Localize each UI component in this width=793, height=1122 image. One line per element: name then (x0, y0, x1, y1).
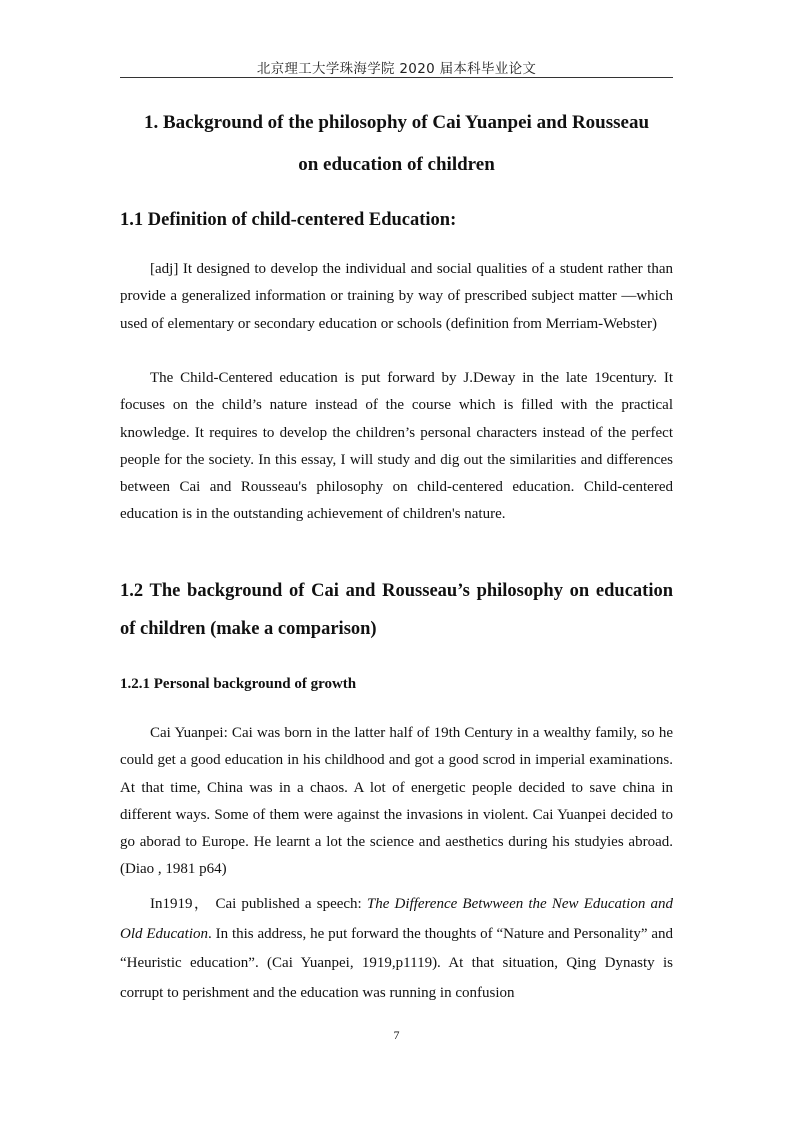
section-1-2-1-paragraph-1: Cai Yuanpei: Cai was born in the latter half of 19th Century in a wealthy family, so he could get a good education in his childhood and got a good scrod in imperial examinations. At that time, China was in a chaos. A lot of energetic people decided to save china in different ways. Some of them were against the invasions in violent. Cai Yuanpei decided to go aborad to Europe. He learnt a lot the science and aesthetics during his studyies abroad. (Diao , 1981 p64) (120, 725, 673, 878)
paragraph-2-prefix: In1919， Cai published a speech: (150, 896, 367, 912)
section-1-1-paragraph-1: [adj] It designed to develop the individual and social qualities of a student rather than provide a generalized information or training by way of prescribed subject matter —which used of elementary or secondary education or schools (definition from Merriam-Webster) (120, 261, 673, 332)
header-rule (120, 77, 673, 78)
section-1-2-heading-line-1: 1.2 The background of Cai and Rousseau’s philosophy on education (120, 581, 673, 601)
section-1-1-heading: 1.1 Definition of child-centered Education: (120, 210, 457, 230)
running-header: 北京理工大学珠海学院 2020 届本科毕业论文 (256, 61, 537, 77)
chapter-title-line-1: 1. Background of the philosophy of Cai Yuanpei and Rousseau (143, 112, 650, 133)
section-1-2-heading-line-2: of children (make a comparison) (120, 619, 377, 639)
section-1-2-heading (120, 572, 673, 648)
chapter-title (120, 102, 673, 186)
chapter-title-line-2: on education of children (298, 154, 495, 175)
section-1-1-paragraph-2: The Child-Centered education is put forward by J.Deway in the late 19century. It focuses on the child’s nature instead of the course which is filled with the practical knowledge. It requires to develop the children’s personal characters instead of the perfect people for the society. In this essay, I will study and dig out the similarities and differences between Cai and Rousseau's philosophy on child-centered education. Child-centered education is in the outstanding achievement of children's nature. (120, 370, 673, 523)
paragraph-2-suffix: . In this address, he put forward the thoughts of “Nature and Personality” and “Heuristic education”. (Cai Yuanpei, 1919,p1119). At that situation, Qing Dynasty is corrupt to perishment and the education was running in confusion (120, 925, 673, 1001)
section-1-2-1-heading: 1.2.1 Personal background of growth (120, 676, 357, 692)
page-number: 7 (393, 1028, 400, 1042)
section-1-2-1-paragraph-2 (120, 890, 673, 1008)
speech-title: The Difference Betwween the New Education and Old Education (120, 896, 673, 942)
